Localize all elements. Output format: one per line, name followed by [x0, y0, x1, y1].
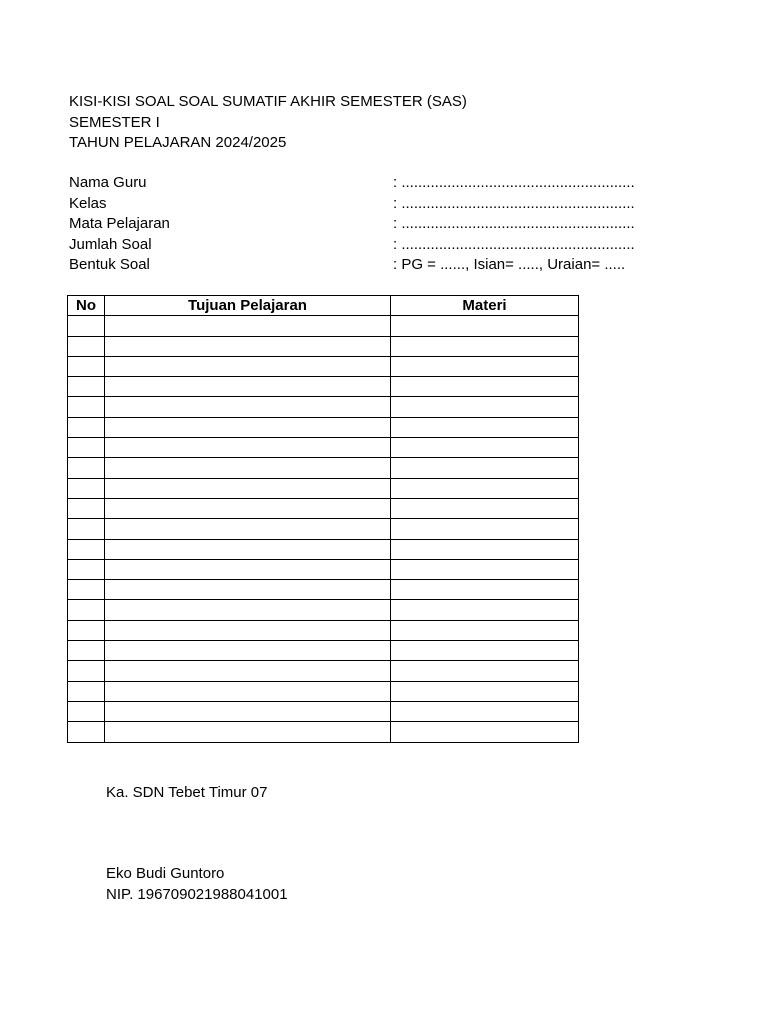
semester-line: SEMESTER I [69, 113, 160, 131]
cell-materi [391, 498, 579, 518]
cell-no [68, 701, 105, 721]
cell-no [68, 458, 105, 478]
cell-materi [391, 519, 579, 539]
cell-no [68, 661, 105, 681]
cell-no [68, 559, 105, 579]
table-row [68, 681, 579, 701]
table-row [68, 620, 579, 640]
kisi-kisi-table [67, 295, 579, 743]
table-row [68, 417, 579, 437]
info-value: : ........................................................ [393, 235, 635, 253]
info-row-mata-pelajaran [69, 214, 635, 235]
table-row [68, 559, 579, 579]
cell-no [68, 539, 105, 559]
cell-no [68, 478, 105, 498]
info-row-nama-guru [69, 173, 635, 194]
column-header-tujuan-pelajaran: Tujuan Pelajaran [105, 296, 391, 316]
info-label: Nama Guru [69, 174, 147, 191]
info-fields [69, 173, 635, 276]
cell-tujuan-pelajaran [105, 377, 391, 397]
cell-tujuan-pelajaran [105, 336, 391, 356]
table-body [68, 316, 579, 742]
table-header-row [68, 296, 579, 316]
info-value: : PG = ......, Isian= ....., Uraian= ..... [393, 256, 626, 273]
cell-tujuan-pelajaran [105, 559, 391, 579]
cell-materi [391, 580, 579, 600]
cell-materi [391, 417, 579, 437]
cell-no [68, 681, 105, 701]
cell-no [68, 519, 105, 539]
info-label: Mata Pelajaran [69, 215, 170, 232]
signature-position: Ka. SDN Tebet Timur 07 [106, 784, 268, 801]
cell-materi [391, 681, 579, 701]
cell-materi [391, 458, 579, 478]
cell-tujuan-pelajaran [105, 641, 391, 661]
cell-materi [391, 722, 579, 742]
table-row [68, 701, 579, 721]
cell-tujuan-pelajaran [105, 600, 391, 620]
info-row-bentuk-soal [69, 255, 626, 276]
cell-tujuan-pelajaran [105, 661, 391, 681]
cell-no [68, 722, 105, 742]
info-value: : ........................................................ [393, 174, 635, 191]
cell-tujuan-pelajaran [105, 316, 391, 336]
cell-tujuan-pelajaran [105, 519, 391, 539]
table-row [68, 722, 579, 742]
cell-no [68, 377, 105, 397]
info-row-jumlah-soal [69, 235, 635, 256]
info-row-kelas [69, 194, 635, 215]
table-row [68, 580, 579, 600]
table-row [68, 336, 579, 356]
cell-no [68, 600, 105, 620]
table-row [68, 458, 579, 478]
table-row [68, 356, 579, 376]
column-header-materi: Materi [391, 296, 579, 316]
info-label: Bentuk Soal [69, 256, 150, 273]
cell-tujuan-pelajaran [105, 356, 391, 376]
info-label: Jumlah Soal [69, 235, 152, 253]
cell-materi [391, 701, 579, 721]
cell-tujuan-pelajaran [105, 397, 391, 417]
cell-materi [391, 356, 579, 376]
table-row [68, 600, 579, 620]
cell-tujuan-pelajaran [105, 438, 391, 458]
table-row [68, 377, 579, 397]
year-line: TAHUN PELAJARAN 2024/2025 [69, 134, 287, 151]
cell-materi [391, 438, 579, 458]
table-row [68, 498, 579, 518]
cell-no [68, 498, 105, 518]
cell-materi [391, 559, 579, 579]
cell-tujuan-pelajaran [105, 539, 391, 559]
cell-no [68, 336, 105, 356]
table-row [68, 316, 579, 336]
cell-no [68, 438, 105, 458]
cell-tujuan-pelajaran [105, 417, 391, 437]
cell-no [68, 316, 105, 336]
cell-tujuan-pelajaran [105, 620, 391, 640]
cell-materi [391, 661, 579, 681]
cell-tujuan-pelajaran [105, 722, 391, 742]
cell-tujuan-pelajaran [105, 681, 391, 701]
cell-materi [391, 620, 579, 640]
cell-materi [391, 397, 579, 417]
cell-tujuan-pelajaran [105, 580, 391, 600]
cell-no [68, 580, 105, 600]
table-row [68, 539, 579, 559]
cell-materi [391, 478, 579, 498]
signature-block [106, 864, 288, 905]
document-title [69, 92, 467, 154]
table-row [68, 661, 579, 681]
cell-materi [391, 316, 579, 336]
cell-tujuan-pelajaran [105, 498, 391, 518]
info-label: Kelas [69, 194, 107, 212]
cell-materi [391, 377, 579, 397]
cell-tujuan-pelajaran [105, 701, 391, 721]
cell-no [68, 620, 105, 640]
cell-materi [391, 600, 579, 620]
cell-materi [391, 641, 579, 661]
table-row [68, 641, 579, 661]
cell-no [68, 641, 105, 661]
cell-no [68, 397, 105, 417]
cell-materi [391, 336, 579, 356]
table-row [68, 438, 579, 458]
cell-tujuan-pelajaran [105, 458, 391, 478]
info-value: : ........................................................ [393, 215, 635, 232]
signer-nip: NIP. 196709021988041001 [106, 885, 288, 903]
table-row [68, 519, 579, 539]
cell-materi [391, 539, 579, 559]
info-value: : ........................................................ [393, 194, 635, 212]
table-row [68, 478, 579, 498]
table-row [68, 397, 579, 417]
column-header-no: No [68, 296, 105, 316]
title-line: KISI-KISI SOAL SOAL SUMATIF AKHIR SEMESTER (SAS) [69, 93, 467, 110]
cell-no [68, 356, 105, 376]
signer-name: Eko Budi Guntoro [106, 865, 225, 882]
cell-tujuan-pelajaran [105, 478, 391, 498]
cell-no [68, 417, 105, 437]
